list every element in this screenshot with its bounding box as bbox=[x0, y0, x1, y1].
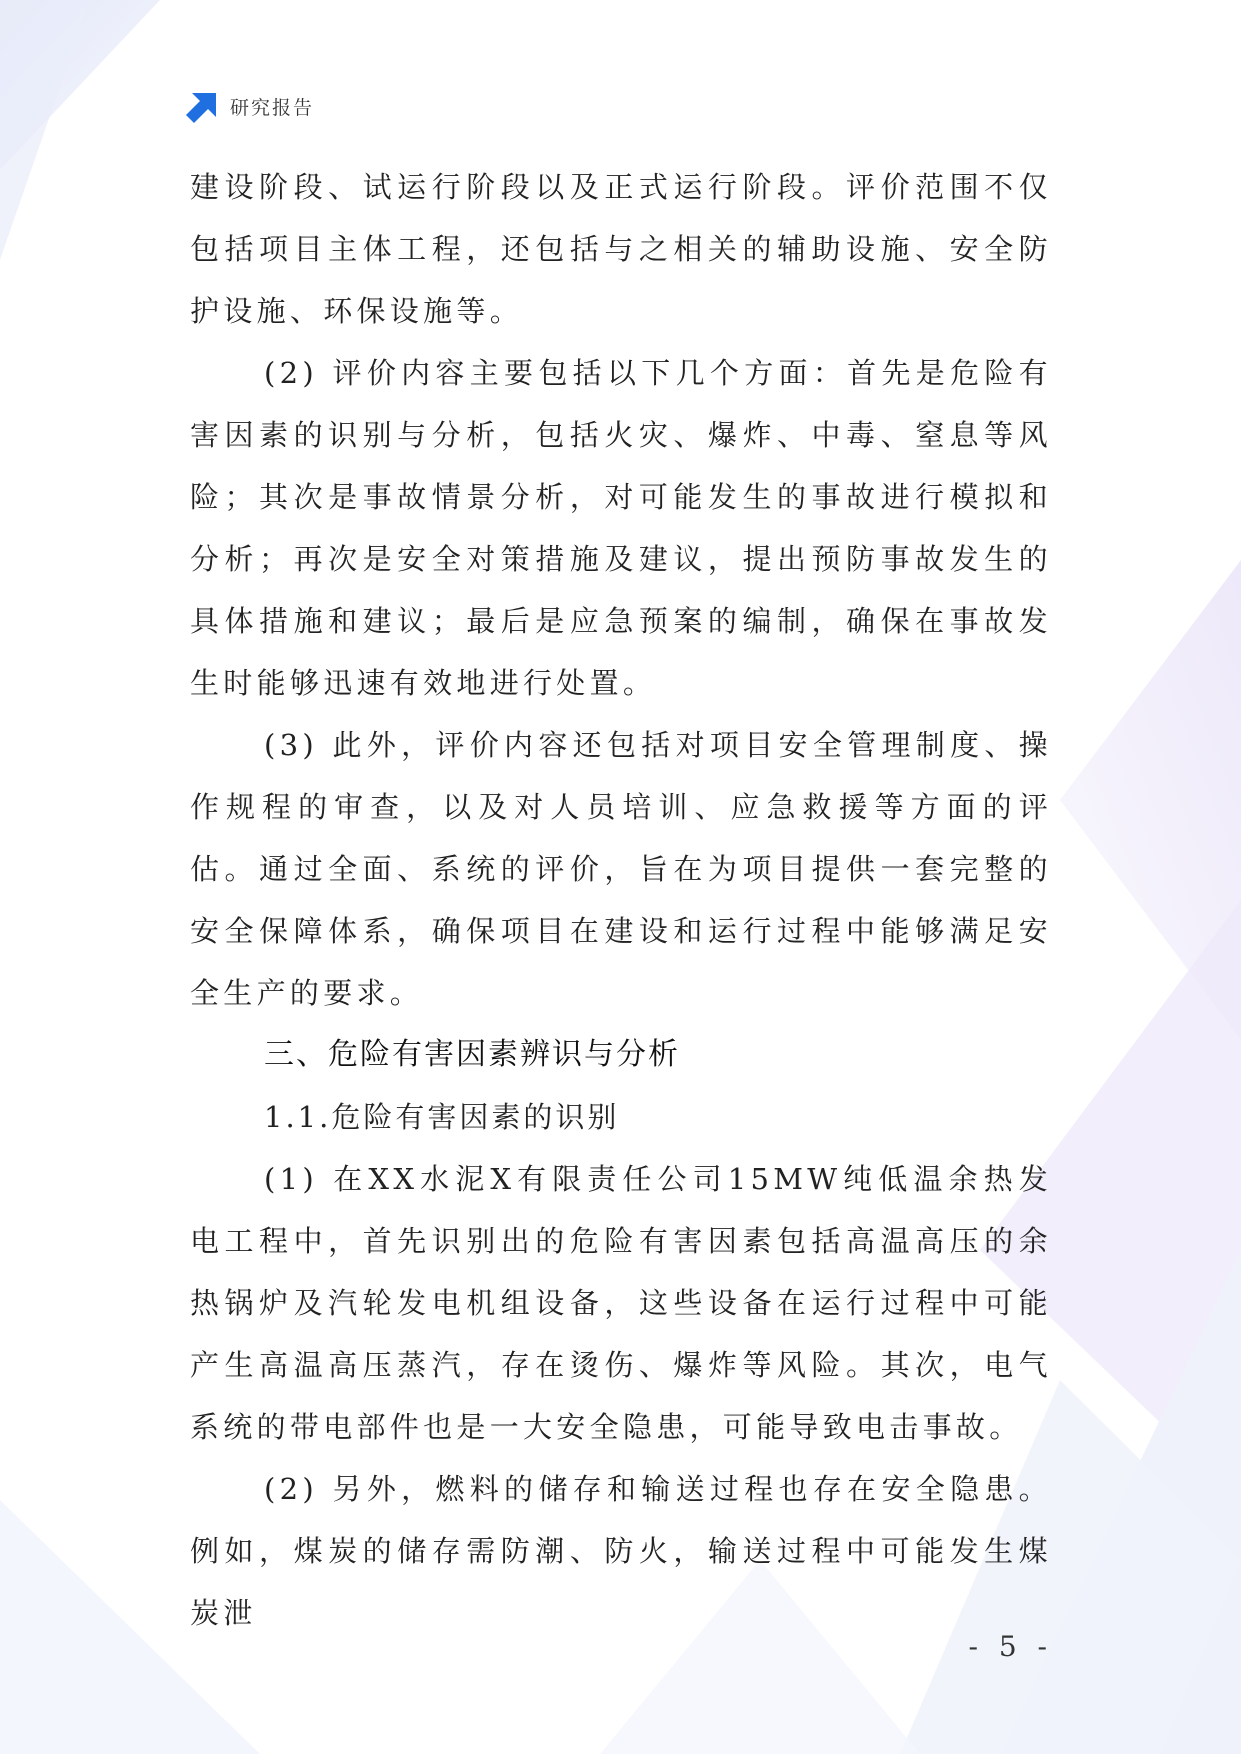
page-number: - 5 - bbox=[968, 1630, 1053, 1663]
report-header bbox=[186, 88, 314, 124]
subsection-heading: 1.1.危险有害因素的识别 bbox=[264, 1100, 620, 1134]
section-heading: 三、危险有害因素辨识与分析 bbox=[264, 1037, 680, 1072]
paragraph: (3) 此外，评价内容还包括对项目安全管理制度、操作规程的审查，以及对人员培训、应急救援等方面的评估。通过全面、系统的评价，旨在为项目提供一套完整的安全保障体系，确保项目在建设和运行过程中能够满足安全生产的要求。 bbox=[190, 728, 1052, 1010]
paragraph: (2) 评价内容主要包括以下几个方面：首先是危险有害因素的识别与分析，包括火灾、爆炸、中毒、窒息等风险；其次是事故情景分析，对可能发生的事故进行模拟和分析；再次是安全对策措施及建议，提出预防事故发生的具体措施和建议；最后是应急预案的编制，确保在事故发生时能够迅速有效地进行处置。 bbox=[190, 356, 1052, 700]
header-title: 研究报告 bbox=[230, 96, 315, 119]
arrow-logo-icon bbox=[186, 89, 220, 123]
paragraph: (2) 另外，燃料的储存和输送过程也存在安全隐患。例如，煤炭的储存需防潮、防火，输送过程中可能发生煤炭泄 bbox=[190, 1472, 1052, 1630]
paragraph: 建设阶段、试运行阶段以及正式运行阶段。评价范围不仅包括项目主体工程，还包括与之相关的辅助设施、安全防护设施、环保设施等。 bbox=[190, 170, 1052, 328]
paragraph: (1) 在XX水泥X有限责任公司15MW纯低温余热发电工程中，首先识别出的危险有害因素包括高温高压的余热锅炉及汽轮发电机组设备，这些设备在运行过程中可能产生高温高压蒸汽，存在烫伤、爆炸等风险。其次，电气系统的带电部件也是一大安全隐患，可能导致电击事故。 bbox=[190, 1162, 1052, 1444]
document-body bbox=[190, 156, 1052, 1644]
